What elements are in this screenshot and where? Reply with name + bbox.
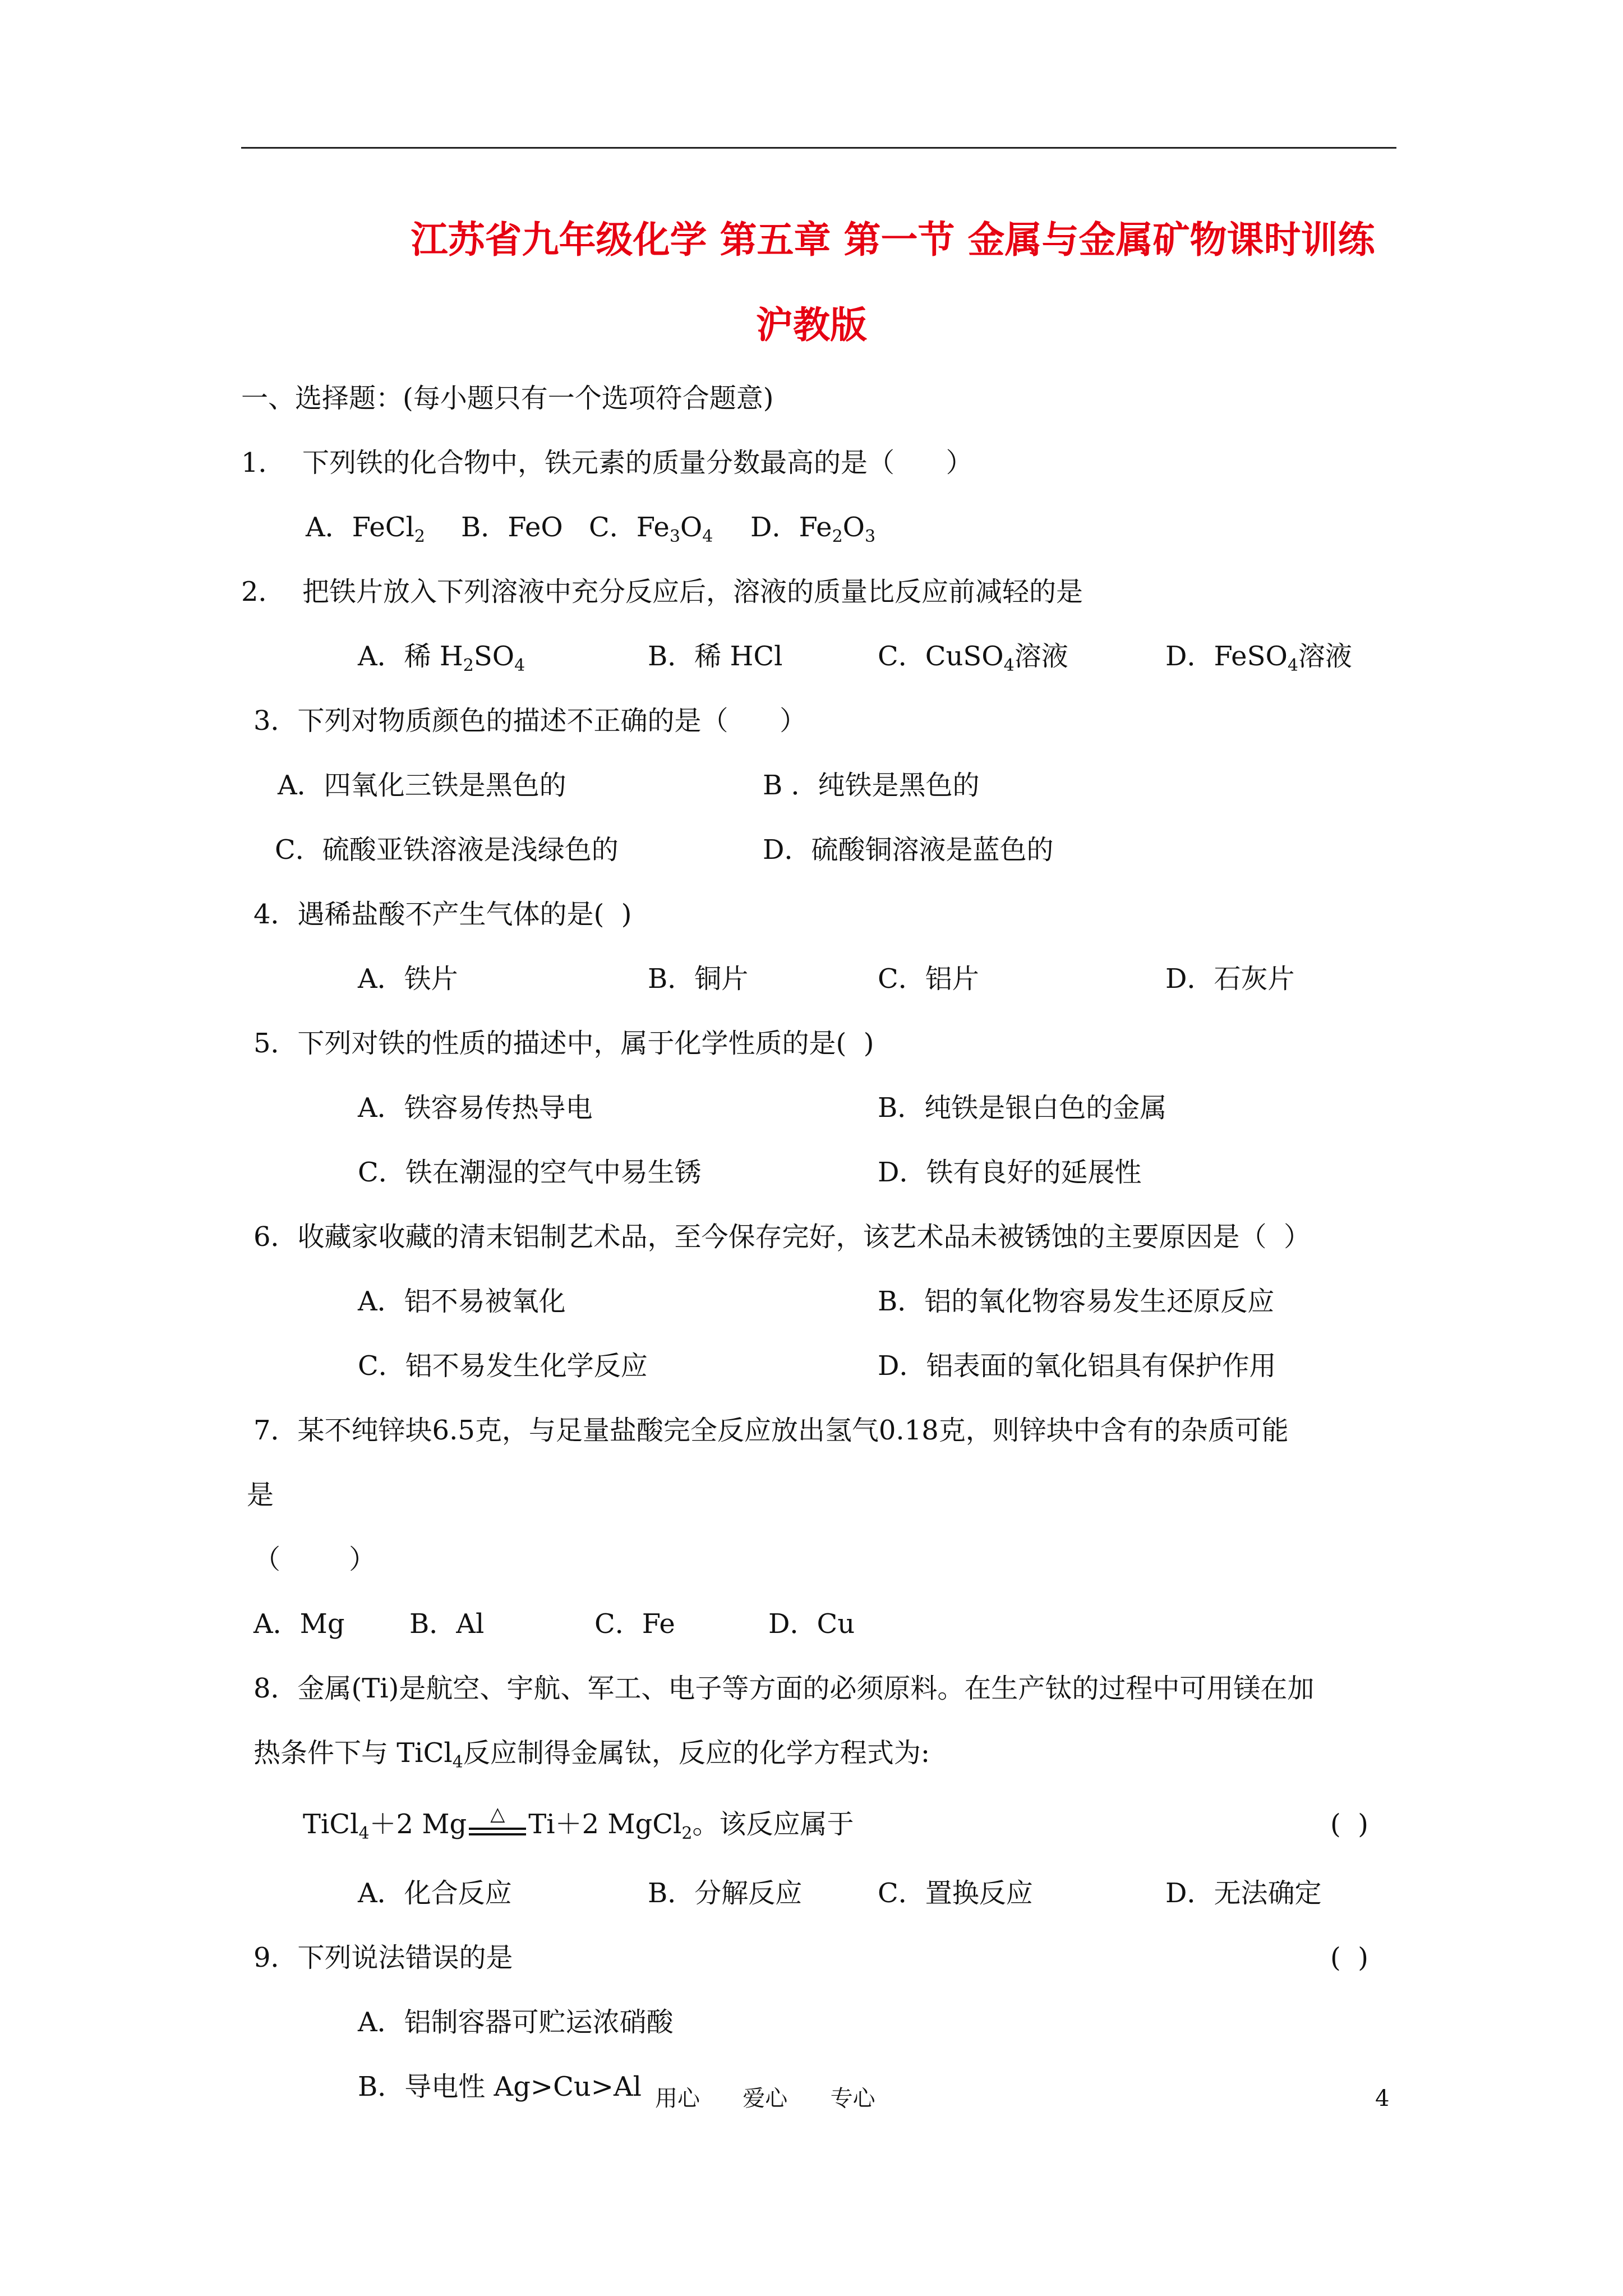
q5-option-d: D．铁有良好的延展性 (878, 1157, 1142, 1188)
section-heading: 一、选择题：(每小题只有一个选项符合题意) (241, 383, 774, 414)
q8-option-a: A．化合反应 (358, 1878, 512, 1909)
q1-option-b: B．FeO (461, 512, 563, 543)
q2-option-a: A．稀 $H_2SO_4$ (358, 641, 525, 675)
q5-option-b: B．纯铁是银白色的金属 (878, 1092, 1167, 1124)
q4-option-d: D．石灰片 (1165, 963, 1295, 995)
q6-option-d: D．铝表面的氧化铝具有保护作用 (878, 1350, 1276, 1382)
q3-option-b: B ．纯铁是黑色的 (763, 770, 980, 801)
heat-arrow (467, 1803, 528, 1841)
q1-option-d: D．$Fe_2O_3$ (750, 512, 876, 546)
q8-equation: TiCl$_4$＋2 Mg △ Ti＋2 MgCl$_2$。该反应属于 (303, 1803, 854, 1843)
q6-option-b: B．铝的氧化物容易发生还原反应 (878, 1286, 1275, 1317)
q9-option-a: A．铝制容器可贮运浓硝酸 (358, 2007, 674, 2038)
q9-stem: 9．下列说法错误的是 (253, 1942, 513, 1973)
q2-option-b: B．稀 HCl (648, 641, 783, 672)
q4-stem: 4．遇稀盐酸不产生气体的是( ) (253, 899, 632, 930)
q7-option-a: A．Mg (253, 1608, 345, 1640)
q7-stem-line1: 7．某不纯锌块6.5克，与足量盐酸完全反应放出氢气0.18克，则锌块中含有的杂质可能 (253, 1415, 1289, 1446)
q7-option-b: B．Al (409, 1608, 485, 1640)
document-title-line2: 沪教版 (756, 303, 867, 347)
q4-option-a: A．铁片 (358, 963, 458, 995)
q3-option-a: A．四氧化三铁是黑色的 (278, 770, 566, 801)
q8-answer-paren: ( ) (1330, 1809, 1368, 1840)
heat-triangle-icon: △ (490, 1803, 505, 1825)
q5-option-a: A．铁容易传热导电 (358, 1092, 593, 1124)
q8-stem-line2: 热条件下与 TiCl$_4$反应制得金属钛，反应的化学方程式为: (253, 1737, 930, 1772)
q4-option-b: B．铜片 (648, 963, 749, 995)
q8-option-c: C．置换反应 (878, 1878, 1033, 1909)
q2-option-d: D．FeSO$_4$溶液 (1165, 641, 1352, 675)
q2-option-c: C．CuSO$_4$溶液 (878, 641, 1068, 675)
document-title-line1: 江苏省九年级化学 第五章 第一节 金属与金属矿物课时训练 (411, 218, 1375, 261)
q7-answer-paren: （ ） (253, 1544, 376, 1575)
q1-option-a: A．FeCl$_2$ (306, 512, 425, 546)
q3-stem: 3．下列对物质颜色的描述不正确的是（ ） (253, 705, 807, 737)
q3-option-c: C．硫酸亚铁溶液是浅绿色的 (275, 834, 619, 866)
q5-stem: 5．下列对铁的性质的描述中，属于化学性质的是( ) (253, 1028, 874, 1059)
q1-stem: 1． 下列铁的化合物中，铁元素的质量分数最高的是（ ） (241, 447, 973, 478)
q9-answer-paren: ( ) (1330, 1942, 1368, 1973)
q6-stem: 6．收藏家收藏的清末铝制艺术品，至今保存完好，该艺术品未被锈蚀的主要原因是（ ） (253, 1221, 1311, 1253)
header-rule (241, 147, 1396, 149)
q3-option-d: D．硫酸铜溶液是蓝色的 (763, 834, 1054, 866)
q9-option-b: B．导电性 Ag>Cu>Al (358, 2071, 642, 2102)
q8-option-b: B．分解反应 (648, 1878, 803, 1909)
q7-stem-line2: 是 (247, 1479, 274, 1511)
footer-motto: 用心 爱心 专心 (655, 2086, 875, 2111)
q6-option-c: C．铝不易发生化学反应 (358, 1350, 648, 1382)
q5-option-c: C．铁在潮湿的空气中易生锈 (358, 1157, 702, 1188)
q1-option-c: C．$Fe_3O_4$ (589, 512, 713, 546)
q7-option-c: C．Fe (594, 1608, 675, 1640)
q7-option-d: D．Cu (768, 1608, 855, 1640)
page-number: 4 (1375, 2086, 1390, 2111)
q6-option-a: A．铝不易被氧化 (358, 1286, 566, 1317)
q2-stem: 2． 把铁片放入下列溶液中充分反应后，溶液的质量比反应前减轻的是 (241, 576, 1083, 608)
q8-stem-line1: 8．金属(Ti)是航空、宇航、军工、电子等方面的必须原料。在生产钛的过程中可用镁在加 (253, 1673, 1315, 1704)
q8-option-d: D．无法确定 (1165, 1878, 1322, 1909)
q4-option-c: C．铝片 (878, 963, 979, 995)
